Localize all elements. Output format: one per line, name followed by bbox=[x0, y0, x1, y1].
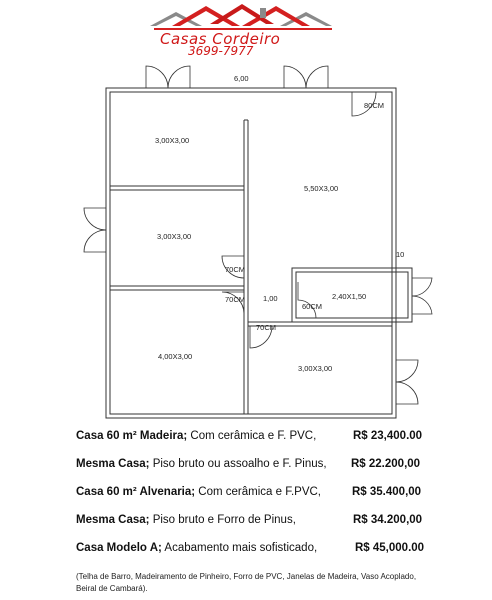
price-row bbox=[76, 430, 456, 450]
room-mid-left-label: 3,00X3,00 bbox=[157, 232, 192, 241]
room-bottom-right-label: 3,00X3,00 bbox=[298, 364, 333, 373]
price-row bbox=[76, 542, 456, 562]
price-value: R$ 45,000.00 bbox=[355, 542, 425, 554]
price-row bbox=[76, 458, 456, 478]
price-row-desc: Piso bruto e Forro de Pinus, bbox=[149, 514, 296, 526]
room-main-label: 5,50X3,00 bbox=[304, 184, 339, 193]
door-mid-label: 70CM bbox=[225, 265, 246, 274]
brand-name: Casas Cordeiro bbox=[160, 30, 281, 48]
price-value: R$ 35.400,00 bbox=[352, 486, 422, 498]
room-top-left-label: 3,00X3,00 bbox=[155, 136, 190, 145]
price-row-title: Mesma Casa; bbox=[76, 514, 150, 526]
room-bath-label: 2,40X1,50 bbox=[332, 292, 367, 301]
dim-right-side: 10 bbox=[396, 250, 405, 259]
price-row-desc: Com cerâmica e F.PVC, bbox=[195, 486, 322, 498]
door-bottom-left-label: 70CM bbox=[225, 295, 246, 304]
room-bottom-left-label: 4,00X3,00 bbox=[158, 352, 193, 361]
price-row bbox=[76, 486, 456, 506]
door-bath-label: 60CM bbox=[302, 302, 323, 311]
materials-note: (Telha de Barro, Madeiramento de Pinheiro, Forro de PVC, Janelas de Madeira, Vaso Acoplado, Beiral de Cambará). bbox=[76, 572, 417, 593]
price-row-title: Casa Modelo A; bbox=[76, 542, 162, 554]
price-row bbox=[76, 514, 456, 534]
price-value: R$ 34.200,00 bbox=[353, 514, 423, 526]
price-row-desc: Piso bruto ou assoalho e F. Pinus, bbox=[149, 458, 327, 470]
price-row-title: Casa 60 m² Madeira; bbox=[76, 430, 188, 442]
brand-logo bbox=[148, 2, 338, 62]
price-value: R$ 23,400.00 bbox=[353, 430, 423, 442]
price-row-title: Casa 60 m² Alvenaria; bbox=[76, 486, 196, 498]
door-bottom-right-label: 70CM bbox=[256, 323, 277, 332]
hall-label: 1,00 bbox=[263, 294, 278, 303]
price-row-desc: Acabamento mais sofisticado, bbox=[161, 542, 318, 554]
brand-phone: 3699-7977 bbox=[188, 44, 254, 58]
price-row-desc: Com cerâmica e F. PVC, bbox=[187, 430, 317, 442]
floor-plan bbox=[0, 60, 492, 430]
price-value: R$ 22.200,00 bbox=[351, 458, 421, 470]
door-entry-label: 80CM bbox=[364, 101, 385, 110]
price-row-title: Mesma Casa; bbox=[76, 458, 150, 470]
dim-top-width: 6,00 bbox=[234, 74, 249, 83]
